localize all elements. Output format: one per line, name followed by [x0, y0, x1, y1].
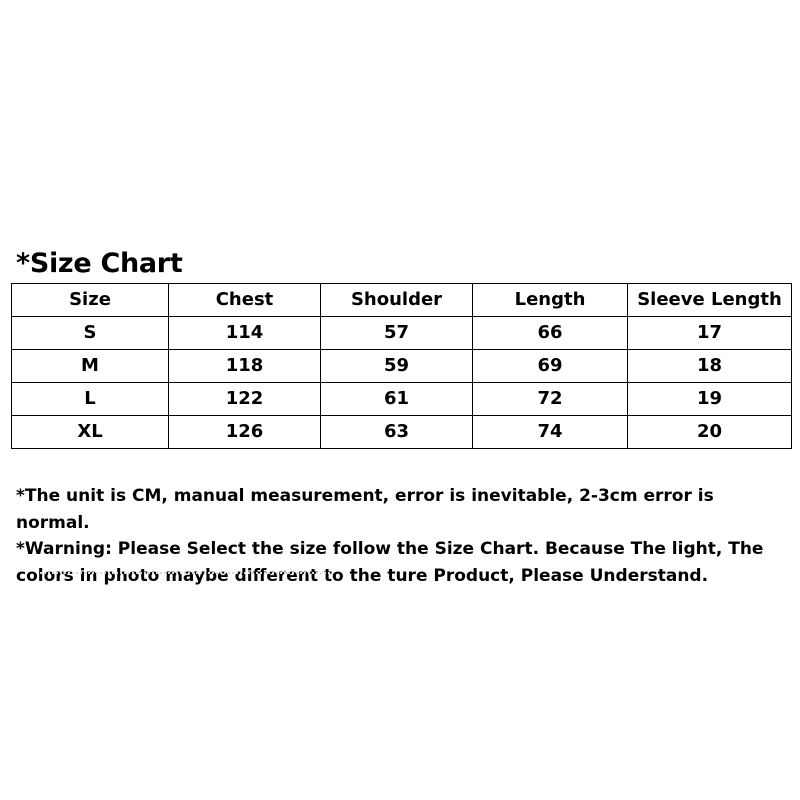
cell-length: 72	[473, 383, 628, 416]
cell-sleeve-length: 20	[628, 416, 792, 449]
cell-size: L	[12, 383, 169, 416]
cell-size: XL	[12, 416, 169, 449]
cell-size: S	[12, 317, 169, 350]
cell-sleeve-length: 18	[628, 350, 792, 383]
cell-sleeve-length: 17	[628, 317, 792, 350]
table-row	[12, 317, 792, 350]
table-row	[12, 383, 792, 416]
header-size: Size	[12, 284, 169, 317]
page-title: *Size Chart	[16, 248, 183, 279]
cell-length: 74	[473, 416, 628, 449]
header-chest: Chest	[169, 284, 321, 317]
table-row	[12, 350, 792, 383]
cell-shoulder: 57	[321, 317, 473, 350]
cell-chest: 126	[169, 416, 321, 449]
cell-chest: 122	[169, 383, 321, 416]
unit-note: *The unit is CM, manual measurement, error is inevitable, 2-3cm error is normal.	[16, 486, 714, 533]
cell-shoulder: 61	[321, 383, 473, 416]
header-shoulder: Shoulder	[321, 284, 473, 317]
cell-shoulder: 59	[321, 350, 473, 383]
faint-divider	[40, 572, 330, 574]
cell-size: M	[12, 350, 169, 383]
cell-length: 66	[473, 317, 628, 350]
header-sleeve-length: Sleeve Length	[628, 284, 792, 317]
table-row	[12, 416, 792, 449]
size-chart-table	[11, 283, 792, 449]
cell-sleeve-length: 19	[628, 383, 792, 416]
cell-shoulder: 63	[321, 416, 473, 449]
cell-length: 69	[473, 350, 628, 383]
table-header-row	[12, 284, 792, 317]
warning-note: *Warning: Please Select the size follow the Size Chart. Because The light, The colors in photo maybe different to the ture Product, Please Understand.	[16, 539, 764, 586]
cell-chest: 118	[169, 350, 321, 383]
cell-chest: 114	[169, 317, 321, 350]
header-length: Length	[473, 284, 628, 317]
